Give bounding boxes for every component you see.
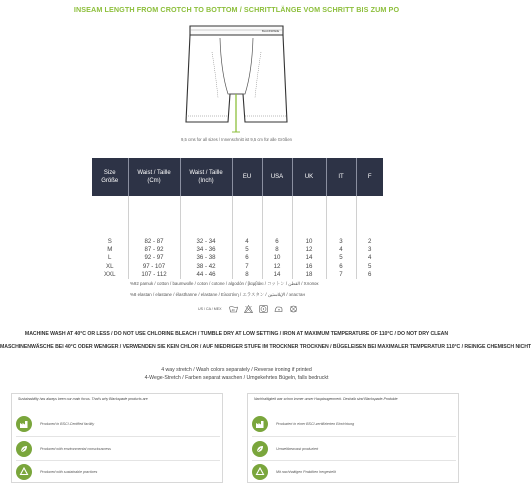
it-column: 3 4 5 6 7: [326, 196, 356, 279]
material-cotton: %92 pamuk / cotton / baumwolle / coton / cotone / algodón / βαμβάκι / コットン / القطن / Хлопок: [130, 281, 319, 286]
leaf-icon: [252, 441, 268, 457]
care-instructions-german: MASCHINENWÄSCHE BEI 40°C ODER WENIGER / VERWENDEN SIE KEIN CHLOR / AUF NIEDRIGER STUFE IM TROCKNER TROCKNEN / BÜGELEISEN BEI MAXIMALER TEMPERATUR 110°C / REINIGE CHEMISCH NICHT: [0, 344, 531, 350]
header-usa: USA: [262, 158, 292, 196]
iron-110-icon: [274, 305, 283, 313]
header-uk: UK: [292, 158, 326, 196]
waist-inch-column: 32 - 34 34 - 36 36 - 38 38 - 42 44 - 46: [180, 196, 232, 279]
size-table-body-row: [92, 196, 383, 279]
header-size: Size Größe: [92, 158, 128, 196]
recycle-icon: [16, 464, 32, 480]
size-chart-table: [92, 158, 383, 279]
material-elastane: %8 elastan / elastane / élasthanne / elastane / Ελαστίνη / エラスタン / الإيلاستين / эластан: [130, 292, 305, 297]
panel-divider: [16, 436, 220, 437]
sustainability-panel-english: [11, 393, 223, 483]
recycle-icon: [252, 464, 268, 480]
features-english: 4 way stretch / Wash colors separately / Reverse ironing if printed: [161, 367, 312, 373]
sustainability-panel-german: [247, 393, 459, 483]
usa-column: 6 8 10 12 14: [262, 196, 292, 279]
features-german: 4-Wege-Stretch / Farben separat waschen / Umgekehrtes Bügeln, falls bedruckt: [144, 375, 329, 381]
panel-item-sustainable: Mit nachhaltigen Praktiken hergestellt: [252, 461, 456, 482]
header-eu: EU: [232, 158, 262, 196]
svg-text:40: 40: [231, 309, 235, 312]
size-table-header-row: [92, 158, 383, 196]
tumble-dry-low-icon: [259, 305, 268, 313]
header-waist-cm: Waist / Taille (Cm): [128, 158, 180, 196]
waist-cm-column: 82 - 87 87 - 92 92 - 97 97 - 107 107 - 112: [128, 196, 180, 279]
header-it: IT: [326, 158, 356, 196]
product-features: [0, 366, 473, 382]
care-instructions-english: MACHINE WASH AT 40°C OR LESS / DO NOT USE CHLORINE BLEACH / TUMBLE DRY AT LOW SETTING / IRON AT MAXIMUM TEMPERATURE OF 110°C / DO NOT DRY CLEAN: [24, 331, 449, 337]
care-region-label: US / CA / MEX: [198, 307, 222, 311]
factory-icon: [252, 416, 268, 432]
leaf-icon: [16, 441, 32, 457]
f-column: 2 3 4 5 6: [368, 238, 372, 278]
header-f: F: [367, 174, 372, 180]
panel-item-sustainable: Produced with sustainable practices: [16, 461, 220, 482]
panel-item-environment: Produced with environmental consciousness: [16, 438, 220, 459]
header-waist-inch: Waist / Taille (Inch): [180, 158, 232, 196]
inseam-note: 9,5 cms for all sizes / Innenschnitt ist 9,5 cm für alle Größen: [180, 137, 292, 142]
svg-text:BLACKSPADE: BLACKSPADE: [262, 30, 280, 33]
panel-heading: Sustainability has always been our main focus. That's why Blackspade products are: [18, 397, 148, 401]
eu-column: 4 5 6 7 8: [232, 196, 262, 279]
factory-icon: [16, 416, 32, 432]
care-symbols: [198, 305, 298, 313]
underwear-illustration: [176, 22, 297, 138]
wash-40-icon: [229, 305, 238, 313]
panel-divider: [252, 436, 456, 437]
no-bleach-icon: [244, 305, 253, 313]
uk-column: 10 12 14 16 18: [292, 196, 326, 279]
panel-item-environment: Umweltbewusst produziert: [252, 438, 456, 459]
panel-item-bsci: Produziert in einer BSCI-zertifizierten Einrichtung: [252, 413, 456, 434]
no-dry-clean-icon: [289, 305, 298, 313]
size-column: S M L XL XXL: [92, 196, 128, 279]
panel-heading: Nachhaltigkeit war schon immer unser Hauptaugenmerk. Deshalb sind Blackspade-Produkte: [254, 397, 398, 401]
inseam-headline: INSEAM LENGTH FROM CROTCH TO BOTTOM / SCHRITTLÄNGE VOM SCHRITT BIS ZUM PO: [73, 5, 400, 14]
panel-item-bsci: Produced in BSCI-Certified facility: [16, 413, 220, 434]
